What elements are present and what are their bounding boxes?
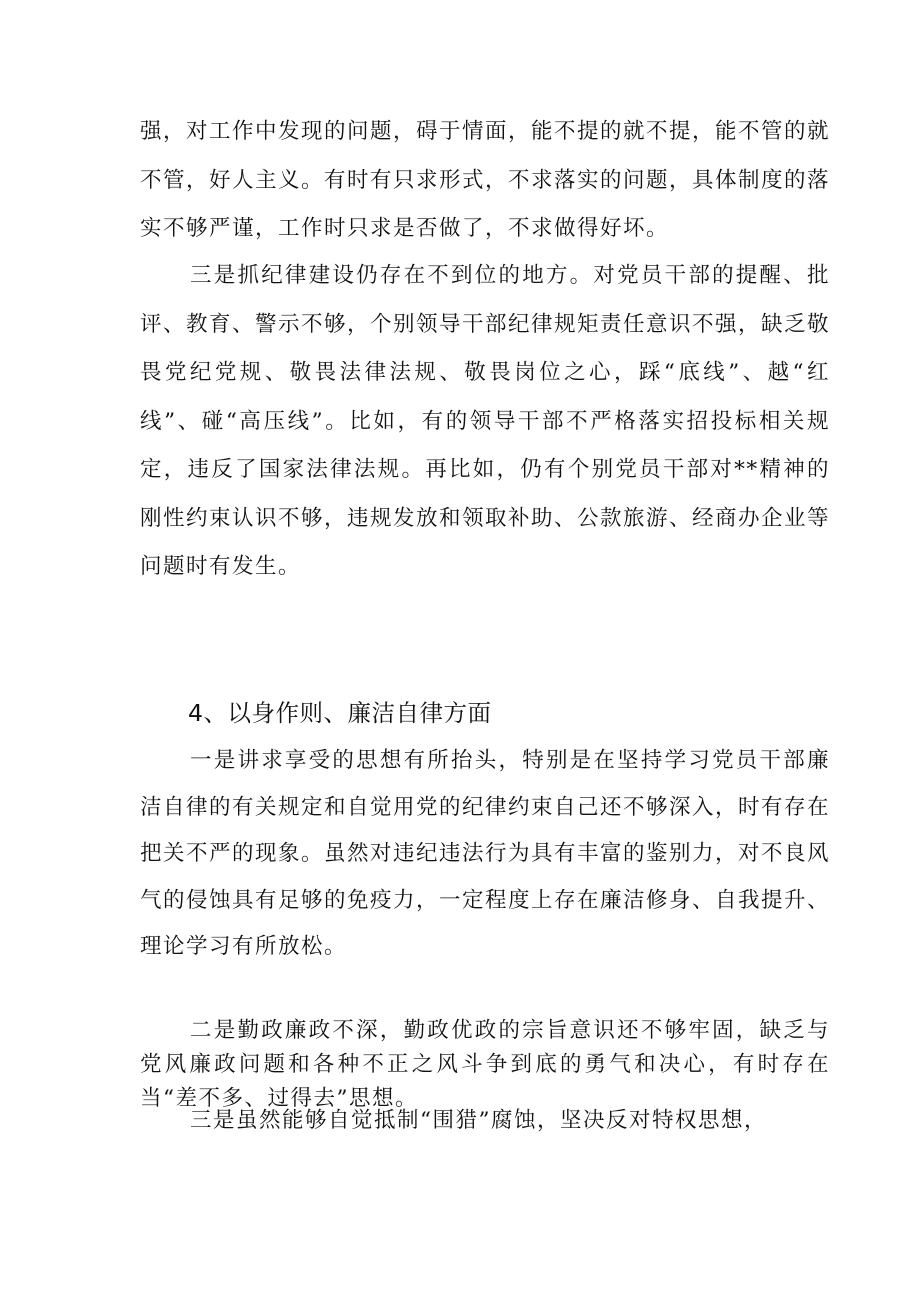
section-paragraph-one: 一是讲求享受的思想有所抬头，特别是在坚持学习党员干部廉洁自律的有关规定和自觉用党的纪律约束自己还不够深入，时有存在把关不严的现象。虽然对违纪违法行为具有丰富的鉴别力，对不良风气的侵蚀具有足够的免疫力，一定程度上存在廉洁修身、自我提升、理论学习有所放松。 [140, 748, 831, 959]
continuation-paragraph: 强，对工作中发现的问题，碍于情面，能不提的就不提，能不管的就不管，好人主义。有时有只求形式，不求落实的问题，具体制度的落实不够严谨，工作时只求是否做了，不求做得好坏。 [140, 119, 831, 241]
section-paragraph-two: 二是勤政廉政不深，勤政优政的宗旨意识还不够牢固，缺乏与党风廉政问题和各种不正之风斗争到底的勇气和决心，有时存在当“差不多、过得去”思想。 [140, 1018, 830, 1111]
paragraph-discipline-building: 三是抓纪律建设仍存在不到位的地方。对党员干部的提醒、批评、教育、警示不够，个别领导干部纪律规矩责任意识不强，缺乏敬畏党纪党规、敬畏法律法规、敬畏岗位之心，踩“底线”、越“红线”、碰“高压线”。比如，有的领导干部不严格落实招投标相关规定，违反了国家法律法规。再比如，仍有个别党员干部对**精神的刚性约束认识不够，违规发放和领取补助、公款旅游、经商办企业等问题时有发生。 [140, 263, 831, 579]
section-heading: 4、以身作则、廉洁自律方面 [188, 699, 492, 727]
section-paragraph-three: 三是虽然能够自觉抵制“围猎”腐蚀，坚决反对特权思想， [190, 1108, 767, 1133]
